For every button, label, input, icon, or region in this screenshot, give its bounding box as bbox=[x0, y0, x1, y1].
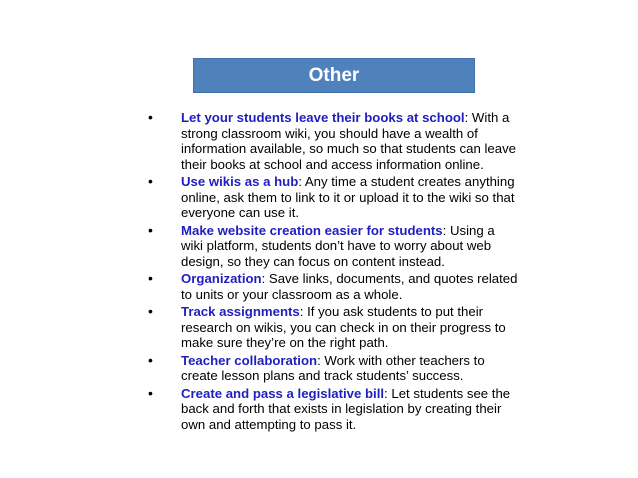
bullet-icon: • bbox=[148, 109, 153, 125]
bullet-text: : Save links, documents, and quotes related to units or your classroom as a whole. bbox=[181, 271, 518, 302]
bullet-icon: • bbox=[148, 303, 153, 319]
slide-title: Other bbox=[308, 64, 360, 86]
bullet-text: : Work with other teachers to create lesson plans and track students’ success. bbox=[181, 352, 485, 383]
bullet-icon: • bbox=[148, 221, 153, 238]
bullet-list bbox=[148, 110, 520, 434]
bullet-item bbox=[148, 271, 520, 302]
bullet-icon: • bbox=[148, 173, 153, 189]
bullet-heading: Track assignments bbox=[181, 304, 300, 319]
bullet-heading: Use wikis as a hub bbox=[181, 174, 299, 189]
bullet-heading: Create and pass a legislative bill bbox=[181, 385, 385, 401]
bullet-item bbox=[148, 386, 520, 433]
bullet-text: : Using a wiki platform, students don’t have to worry about web design, so they can focus on content instead. bbox=[181, 222, 495, 269]
bullet-heading: Organization bbox=[181, 271, 262, 286]
bullet-text: : Let students see the back and forth that exists in legislation by creating their own and attempting to pass it. bbox=[181, 385, 511, 432]
bullet-heading: Make website creation easier for students bbox=[181, 222, 443, 238]
bullet-icon: • bbox=[148, 384, 153, 401]
bullet-icon: • bbox=[148, 270, 153, 286]
bullet-heading: Let your students leave their books at school bbox=[181, 110, 465, 125]
title-box bbox=[193, 58, 475, 93]
bullet-item bbox=[148, 353, 520, 384]
bullet-item bbox=[148, 174, 520, 221]
bullet-text: : If you ask students to put their research on wikis, you can check in on their progress to make sure they’re on the right path. bbox=[181, 304, 506, 350]
bullet-item bbox=[148, 304, 520, 351]
bullet-text: : With a strong classroom wiki, you should have a wealth of information available, so much so that students can leave their books at school and access information online. bbox=[181, 110, 517, 172]
bullet-heading: Teacher collaboration bbox=[181, 352, 318, 368]
bullet-item bbox=[148, 223, 520, 270]
bullet-item bbox=[148, 110, 520, 172]
bullet-text: : Any time a student creates anything online, ask them to link to it or upload it to the wiki so that everyone can use it. bbox=[181, 174, 515, 220]
bullet-icon: • bbox=[148, 351, 153, 368]
